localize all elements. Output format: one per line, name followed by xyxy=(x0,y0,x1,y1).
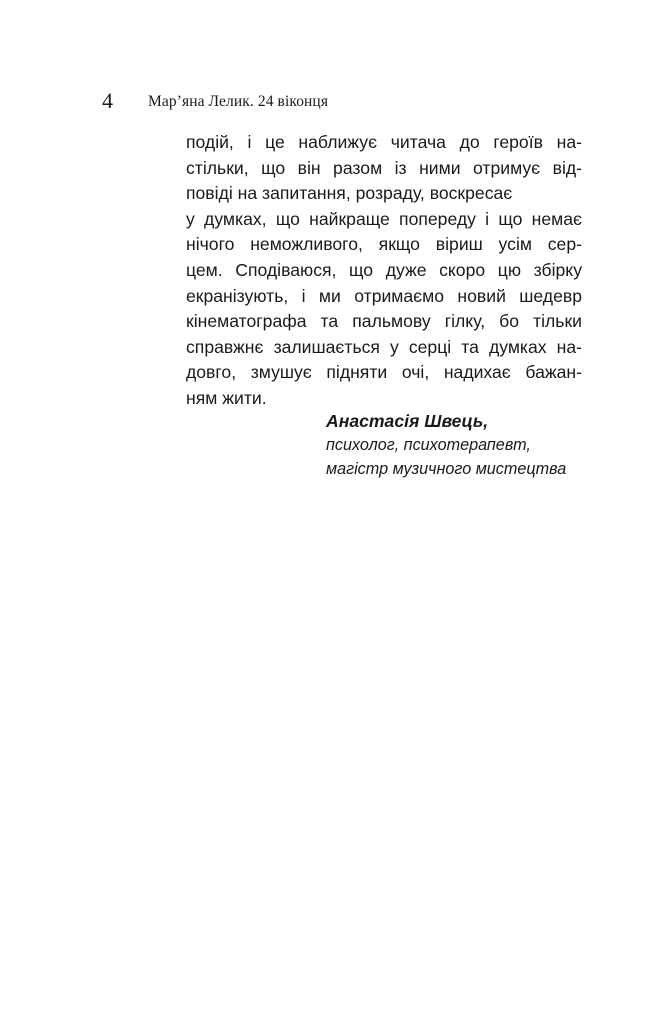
running-title: Мар’яна Лелик. 24 віконця xyxy=(148,93,329,110)
text-line: справжнє залишається у серці та думках на- xyxy=(186,336,582,357)
page-header xyxy=(102,88,622,118)
signature-block xyxy=(326,408,606,481)
text-line: довго, змушує підняти очі, надихає бажан- xyxy=(186,362,582,383)
text-line: подій, і це наближує читача до героїв на- xyxy=(186,132,582,152)
text-line: кінематографа та пальмову гілку, бо тільки xyxy=(186,311,582,332)
author-name: Анастасія Швець, xyxy=(326,411,489,431)
text-line: цем. Сподіваюся, що дуже скоро цю збірку xyxy=(186,259,582,280)
text-line: у думках, що найкраще попереду і що немає xyxy=(186,208,582,229)
text-line: ням жити. xyxy=(186,387,267,408)
text-line: повіді на запитання, розраду, воскресає xyxy=(186,183,513,204)
text-line: стільки, що він разом із ними отримує від- xyxy=(186,157,582,178)
author-role: психолог, психотерапевт, xyxy=(326,436,531,454)
body-paragraph xyxy=(186,130,582,412)
page-number: 4 xyxy=(102,88,113,113)
text-line: екранізують, і ми отримаємо новий шедевр xyxy=(186,285,582,306)
author-role: магістр музичного мистецтва xyxy=(326,459,567,478)
text-line: нічого неможливого, якщо віриш усім сер- xyxy=(186,234,582,255)
